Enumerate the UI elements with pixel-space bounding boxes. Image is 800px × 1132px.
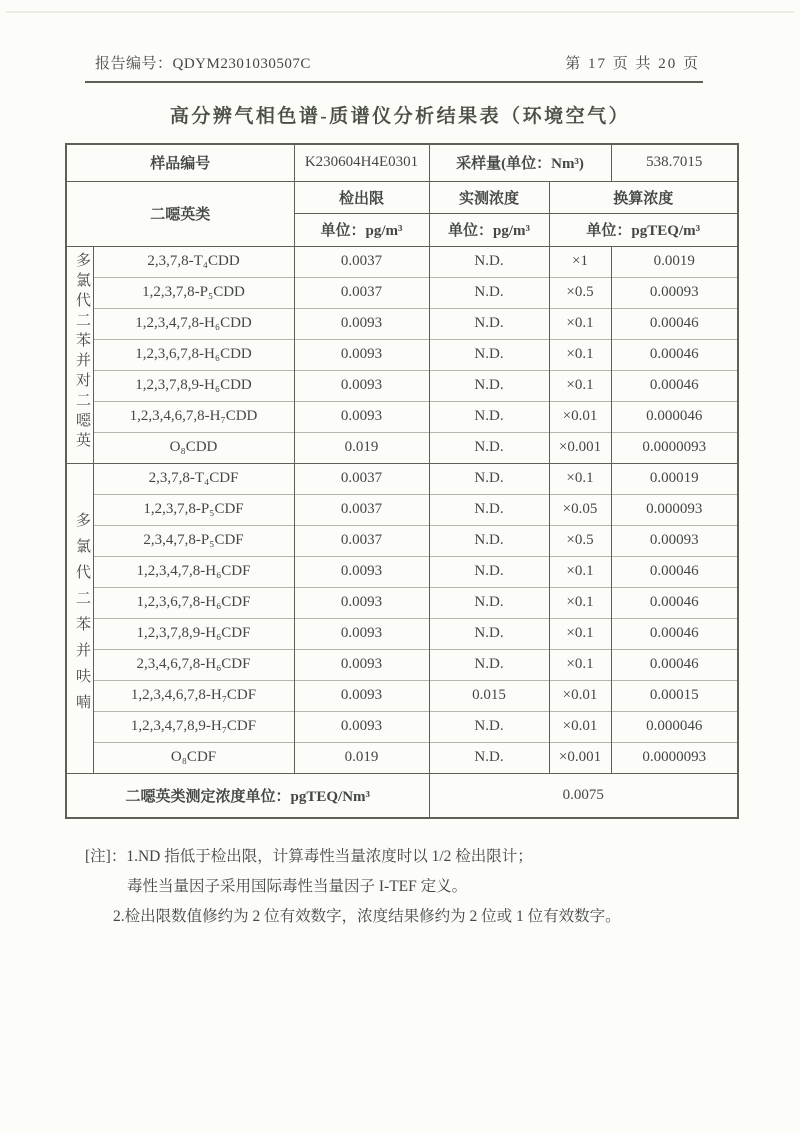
note-line-3: 2.检出限数值修约为 2 位有效数字，浓度结果修约为 2 位或 1 位有效数字。 bbox=[113, 908, 621, 925]
detection-limit-value: 0.0037 bbox=[294, 494, 429, 525]
total-row bbox=[66, 773, 738, 818]
converted-value: 0.000046 bbox=[611, 711, 738, 742]
scan-edge-artifact bbox=[6, 11, 794, 13]
total-label: 二噁英类测定浓度单位：pgTEQ/Nm³ bbox=[66, 773, 429, 818]
detection-limit-value: 0.0093 bbox=[294, 556, 429, 587]
table-row bbox=[66, 277, 738, 308]
tef-factor: ×0.5 bbox=[549, 277, 611, 308]
table-row bbox=[66, 432, 738, 463]
measured-value: N.D. bbox=[429, 494, 549, 525]
table-row bbox=[66, 680, 738, 711]
converted-value: 0.00019 bbox=[611, 463, 738, 494]
converted-value: 0.000046 bbox=[611, 401, 738, 432]
measured-value: N.D. bbox=[429, 711, 549, 742]
report-number: 报告编号：QDYM2301030507C bbox=[95, 56, 311, 72]
header-divider bbox=[85, 81, 703, 83]
tef-factor: ×0.1 bbox=[549, 649, 611, 680]
compound-name: 1,2,3,7,8-P₅CDD bbox=[93, 277, 294, 308]
compound-name: O₈CDF bbox=[93, 742, 294, 773]
tef-factor: ×0.1 bbox=[549, 370, 611, 401]
unit-converted: 单位：pgTEQ/m³ bbox=[549, 213, 738, 246]
table-row bbox=[66, 618, 738, 649]
unit-detection-limit: 单位：pg/m³ bbox=[294, 213, 429, 246]
compound-name: 1,2,3,4,6,7,8-H₇CDD bbox=[93, 401, 294, 432]
compound-name: 2,3,4,6,7,8-H₆CDF bbox=[93, 649, 294, 680]
table-row bbox=[66, 246, 738, 277]
column-header-row bbox=[66, 181, 738, 213]
measured-value: N.D. bbox=[429, 525, 549, 556]
notes-block bbox=[85, 842, 725, 932]
detection-limit-value: 0.0093 bbox=[294, 587, 429, 618]
tef-factor: ×0.1 bbox=[549, 463, 611, 494]
detection-limit-value: 0.0093 bbox=[294, 680, 429, 711]
converted-value: 0.00046 bbox=[611, 618, 738, 649]
note-line-1: [注]：1.ND 指低于检出限，计算毒性当量浓度时以 1/2 检出限计； bbox=[85, 848, 533, 865]
converted-value: 0.00046 bbox=[611, 339, 738, 370]
measured-value: N.D. bbox=[429, 370, 549, 401]
converted-value: 0.0019 bbox=[611, 246, 738, 277]
measured-value: N.D. bbox=[429, 308, 549, 339]
table-row bbox=[66, 370, 738, 401]
tef-factor: ×0.05 bbox=[549, 494, 611, 525]
compound-name: 2,3,7,8-T₄CDD bbox=[93, 246, 294, 277]
measured-value: N.D. bbox=[429, 556, 549, 587]
col-converted: 换算浓度 bbox=[549, 181, 738, 213]
sample-id-label: 样品编号 bbox=[66, 144, 294, 181]
detection-limit-value: 0.0037 bbox=[294, 277, 429, 308]
group-label-pcdd: 多氯代二苯并对二噁英 bbox=[66, 246, 93, 463]
tef-factor: ×0.001 bbox=[549, 432, 611, 463]
table-row bbox=[66, 587, 738, 618]
converted-value: 0.00015 bbox=[611, 680, 738, 711]
measured-value: N.D. bbox=[429, 587, 549, 618]
tef-factor: ×0.01 bbox=[549, 401, 611, 432]
detection-limit-value: 0.0093 bbox=[294, 649, 429, 680]
detection-limit-value: 0.019 bbox=[294, 742, 429, 773]
measured-value: N.D. bbox=[429, 339, 549, 370]
tef-factor: ×0.1 bbox=[549, 339, 611, 370]
converted-value: 0.00093 bbox=[611, 525, 738, 556]
converted-value: 0.000093 bbox=[611, 494, 738, 525]
document-title: 高分辨气相色谱-质谱仪分析结果表（环境空气） bbox=[169, 106, 631, 127]
tef-factor: ×0.1 bbox=[549, 556, 611, 587]
table-row bbox=[66, 742, 738, 773]
compound-name: 1,2,3,4,7,8,9-H₇CDF bbox=[93, 711, 294, 742]
measured-value: 0.015 bbox=[429, 680, 549, 711]
measured-value: N.D. bbox=[429, 649, 549, 680]
dioxin-class-label: 二噁英类 bbox=[66, 181, 294, 246]
compound-name: O₈CDD bbox=[93, 432, 294, 463]
measured-value: N.D. bbox=[429, 432, 549, 463]
sample-id-value: K230604H4E0301 bbox=[294, 144, 429, 181]
compound-name: 1,2,3,7,8,9-H₆CDD bbox=[93, 370, 294, 401]
table-row bbox=[66, 711, 738, 742]
detection-limit-value: 0.0093 bbox=[294, 370, 429, 401]
detection-limit-value: 0.0093 bbox=[294, 401, 429, 432]
detection-limit-value: 0.0037 bbox=[294, 463, 429, 494]
detection-limit-value: 0.0037 bbox=[294, 525, 429, 556]
col-detection-limit: 检出限 bbox=[294, 181, 429, 213]
detection-limit-value: 0.019 bbox=[294, 432, 429, 463]
converted-value: 0.00046 bbox=[611, 649, 738, 680]
detection-limit-value: 0.0093 bbox=[294, 711, 429, 742]
detection-limit-value: 0.0093 bbox=[294, 308, 429, 339]
table-row bbox=[66, 649, 738, 680]
tef-factor: ×0.1 bbox=[549, 308, 611, 339]
compound-name: 1,2,3,7,8,9-H₆CDF bbox=[93, 618, 294, 649]
converted-value: 0.00093 bbox=[611, 277, 738, 308]
measured-value: N.D. bbox=[429, 742, 549, 773]
converted-value: 0.0000093 bbox=[611, 432, 738, 463]
tef-factor: ×0.1 bbox=[549, 618, 611, 649]
measured-value: N.D. bbox=[429, 401, 549, 432]
converted-value: 0.00046 bbox=[611, 556, 738, 587]
converted-value: 0.00046 bbox=[611, 370, 738, 401]
note-line-2: 毒性当量因子采用国际毒性当量因子 I-TEF 定义。 bbox=[127, 878, 468, 895]
dioxin-table-body bbox=[66, 246, 738, 773]
table-row bbox=[66, 494, 738, 525]
tef-factor: ×0.1 bbox=[549, 587, 611, 618]
tef-factor: ×0.001 bbox=[549, 742, 611, 773]
group-label-pcdf: 多氯代二苯并呋喃 bbox=[66, 463, 93, 773]
tef-factor: ×0.01 bbox=[549, 680, 611, 711]
compound-name: 1,2,3,6,7,8-H₆CDD bbox=[93, 339, 294, 370]
converted-value: 0.0000093 bbox=[611, 742, 738, 773]
unit-measured: 单位：pg/m³ bbox=[429, 213, 549, 246]
compound-name: 1,2,3,7,8-P₅CDF bbox=[93, 494, 294, 525]
col-measured: 实测浓度 bbox=[429, 181, 549, 213]
measured-value: N.D. bbox=[429, 246, 549, 277]
table-row bbox=[66, 401, 738, 432]
measured-value: N.D. bbox=[429, 618, 549, 649]
measured-value: N.D. bbox=[429, 277, 549, 308]
tef-factor: ×0.01 bbox=[549, 711, 611, 742]
table-row bbox=[66, 525, 738, 556]
compound-name: 2,3,7,8-T₄CDF bbox=[93, 463, 294, 494]
table-row bbox=[66, 308, 738, 339]
compound-name: 1,2,3,4,7,8-H₆CDD bbox=[93, 308, 294, 339]
sample-volume-label: 采样量(单位：Nm³) bbox=[429, 144, 611, 181]
converted-value: 0.00046 bbox=[611, 587, 738, 618]
measured-value: N.D. bbox=[429, 463, 549, 494]
compound-name: 1,2,3,4,7,8-H₆CDF bbox=[93, 556, 294, 587]
converted-value: 0.00046 bbox=[611, 308, 738, 339]
page-number: 第 17 页 共 20 页 bbox=[565, 56, 700, 72]
total-value: 0.0075 bbox=[429, 773, 738, 818]
page-header bbox=[95, 52, 700, 73]
compound-name: 2,3,4,7,8-P₅CDF bbox=[93, 525, 294, 556]
tef-factor: ×1 bbox=[549, 246, 611, 277]
sample-volume-value: 538.7015 bbox=[611, 144, 738, 181]
detection-limit-value: 0.0037 bbox=[294, 246, 429, 277]
table-row bbox=[66, 463, 738, 494]
detection-limit-value: 0.0093 bbox=[294, 618, 429, 649]
compound-name: 1,2,3,4,6,7,8-H₇CDF bbox=[93, 680, 294, 711]
analysis-result-table bbox=[65, 143, 739, 819]
tef-factor: ×0.5 bbox=[549, 525, 611, 556]
compound-name: 1,2,3,6,7,8-H₆CDF bbox=[93, 587, 294, 618]
table-row bbox=[66, 556, 738, 587]
sample-info-row bbox=[66, 144, 738, 181]
detection-limit-value: 0.0093 bbox=[294, 339, 429, 370]
table-row bbox=[66, 339, 738, 370]
